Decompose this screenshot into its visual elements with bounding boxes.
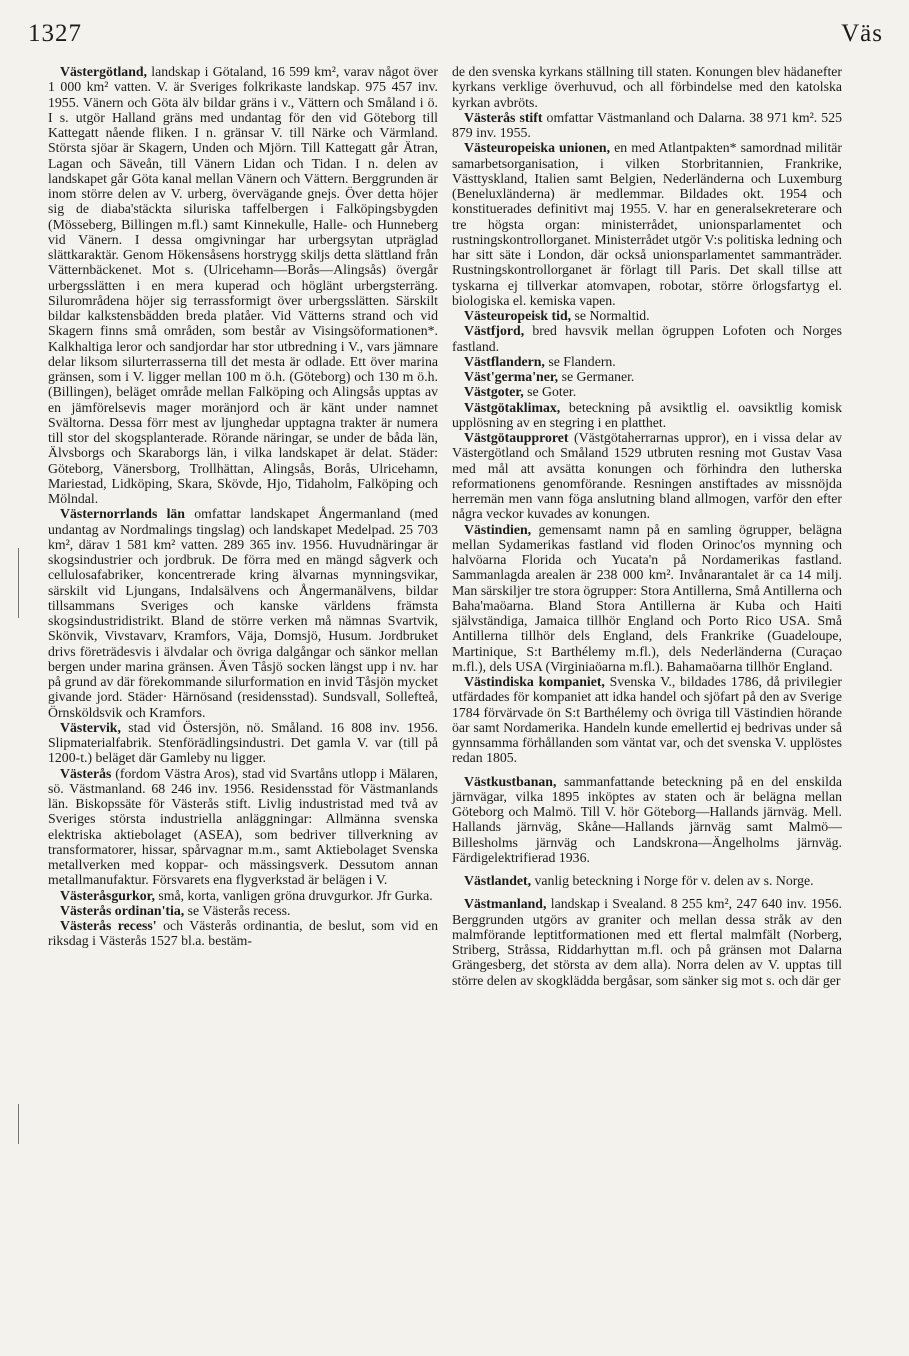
entry-headword: Västeuropeisk tid, <box>464 308 572 323</box>
dictionary-entry <box>48 888 438 903</box>
dictionary-entry <box>452 64 842 110</box>
entry-headword: Västerås <box>60 765 112 781</box>
dictionary-entry <box>452 522 842 675</box>
entry-text: landskap i Götaland, 16 599 km², varav något över 1 000 km² vatten. V. är Sveriges folkrikaste landskap. 975 457 inv. 1955. Vänern och Göta älv bildar gräns i v., Vättern och Småland i ö. I s. utgör Halland gräns med undantag för den vid Göteborg till Kattegatt nående fliken. I n. gränsar V. till Närke och Värmland. Största sjöar är Skagern, Unden och Mjörn. Till Kattegatt går Ätran, Lagan och Säveån, till Vänern Lidan och Tidan. I n. delen av landskapet går Göta kanal mellan Vänern och Vättern. Berggrunden är inom större delen av V. urberg, övervägande gnejs. Över detta höjer sig de diaba'stäckta siluriska taffelbergen i Falköpingsbygden (Mösseberg, Billingen m.fl.) samt Kinnekulle, Halle- och Hunneberg vid Vänern. I dessa omgivningar har urbergsytan utpräglad slättkaraktär. Genom Hökensåsens horstrygg skiljs detta slättland från Vätternbäckenet. Mot s. (Ulricehamn—Borås—Alingsås) övergår urbergsslätten i en mera kuperad och höglänt urbergsterräng. Silurområdena höjer sig terrassformigt över urbergsslätten. Särskilt bildar kalkstensbädden breda platåer. Vid Vätterns strand och vid Skagern finns små områden, som består av Visingsöformationen*. Kalkhaltiga leror och sandjordar har stor utbredning i V., vars jämnare delar liksom silurterrasserna till det mesta är odlade. Ett över marina gränsen, som i V. ligger mellan 100 m ö.h. (Göteborg) och 130 m ö.h. (Billingen), beläget område mellan Falköping och Alingsås upptas av en jämförelsevis mager moränjord och är känt under namnet Svältorna. Dessa förr mest av ljunghedar upptagna trakter är numera till stor del skogsplanterade. Rörande näringar, se under de båda län, Älvsborgs och Skaraborgs län, i vilka landskapet är delat. Städer: Göteborg, Vänersborg, Trollhättan, Alingsås, Borås, Ulricehamn, Mariestad, Lidköping, Skara, Skövde, Hjo, Tidaholm, Falköping och Mölndal. <box>48 64 438 506</box>
entry-headword: Västerås ordinan'tia, <box>60 902 185 918</box>
entry-headword: Västeråsgurkor, <box>60 887 155 903</box>
entry-headword: Västergötland, <box>60 64 147 79</box>
dictionary-entry <box>452 873 842 888</box>
entry-headword: Västervik, <box>60 719 121 735</box>
dictionary-entry <box>452 430 842 522</box>
entry-text: sammanfattande beteckning på en del enskilda järnvägar, vilka 1895 inköptes av staten och är belägna mellan Göteborg och Malmö. Till V. hör Göteborg—Hallands järnväg. Mell. Hallands järnväg, Skåne—Hallands järnväg samt Malmö—Billesholms järnväg och Landskrona—Ängelholms järnväg. Färdigelektrifierad 1936. <box>452 773 842 865</box>
entry-headword: Västgoter, <box>464 384 524 400</box>
entry-text: se Normaltid. <box>571 308 650 323</box>
margin-rule <box>18 1104 19 1144</box>
entry-text: (Västgötaherrarnas uppror), en i vissa delar av Västergötland och Småland 1529 utbruten resning mot Gustav Vasa med mål att avsätta konungen och förhindra den lutherska reformationens genomförande. Resningen anstiftades av missnöjda herremän men vann föga anslutning bland allmogen, varför den efter några veckor kuvades av konungen. <box>452 430 842 522</box>
margin-rule <box>18 548 19 618</box>
entry-text: se Germaner. <box>558 369 635 384</box>
entry-text: vanlig beteckning i Norge för v. delen av s. Norge. <box>531 873 814 888</box>
entry-headword: Västerås stift <box>464 109 543 125</box>
entry-headword: Västeuropeiska unionen, <box>464 140 611 156</box>
entry-text: omfattar Västmanland och Dalarna. 38 971 km². 525 879 inv. 1955. <box>452 109 842 140</box>
dictionary-entry <box>48 720 438 766</box>
entry-headword: Väst'germa'ner, <box>464 369 559 384</box>
entry-headword: Västflandern, <box>464 353 545 369</box>
entry-text: de den svenska kyrkans ställning till staten. Konungen blev hädanefter kyrkans verklige överhuvud, och all förbindelse med den katolska kyrkan avbröts. <box>452 64 842 110</box>
entry-headword: Västindien, <box>464 521 532 537</box>
page-number: 1327 <box>28 20 82 47</box>
entry-text: stad vid Östersjön, nö. Småland. 16 808 inv. 1956. Slipmaterialfabrik. Stenförädlingsindustri. Det gamla V. var (till på 1200-t.) beläget där Gamleby nu ligger. <box>48 719 438 766</box>
entry-text: se Flandern. <box>544 353 616 369</box>
entry-headword: Västernorrlands län <box>60 506 185 522</box>
left-column <box>48 64 438 949</box>
entry-text: se Västerås recess. <box>184 902 291 918</box>
entry-text: bred havsvik mellan ögruppen Lofoten och Norges fastland. <box>452 323 842 354</box>
dictionary-entry <box>452 110 842 141</box>
entry-text: små, korta, vanligen gröna druvgurkor. Jfr Gurka. <box>154 887 433 903</box>
entry-headword: Västgötaklimax, <box>464 399 561 415</box>
entry-text: landskap i Svealand. 8 255 km², 247 640 inv. 1956. Berggrunden utgörs av graniter och mellan dessa stråk av den malmförande leptitformationen med ett flertal malmfält (Norberg, Striberg, Stråssa, Riddarhyttan m.fl. och på gränsen mot Dalarna Grängesberg, det största av dem alla). Norra delen av V. upptas till större delen av skogklädda bergåsar, som sänker sig mot s. och där ger <box>452 896 842 988</box>
entry-text: beteckning på avsiktlig el. oavsiktlig komisk upplösning av en stegring i en platthet. <box>452 399 842 430</box>
dictionary-entry <box>48 766 438 888</box>
dictionary-entry <box>452 400 842 431</box>
entry-text: (fordom Västra Aros), stad vid Svartåns utlopp i Mälaren, sö. Västmanland. 68 246 inv. 1956. Residensstad för Västmanlands län. Biskopssäte för Västerås stift. Livlig industristad med två av Sveriges största industriella anläggningar: Allmänna svenska elektriska aktiebolaget (ASEA), som bedriver tillverkning av transformatorer, hissar, spårvagnar m.m., samt Aktiebolaget Svenska metallverken med koppar- och mässingsverk. Dessutom annan metallmanufaktur. Försvarets ena flygverkstad är belägen i V. <box>48 765 438 888</box>
entry-text: Svenska V., bildades 1786, då privilegier utfärdades för kompaniet att idka handel och sjöfart på den av Sverige 1784 förvärvade ön S:t Barthélemy och övriga till Västindien hörande öar samt Nordamerika. Handeln kunde emellertid ej bedrivas under så gynnsamma förhållanden som väntat var, och det svenska V. upplöstes redan 1805. <box>452 674 842 766</box>
entry-headword: Västlandet, <box>464 873 532 888</box>
dictionary-entry <box>452 140 842 308</box>
entry-text: gemensamt namn på en samling ögrupper, belägna mellan Sydamerikas fastland vid floden Orinoc'os mynning och halvöarna Florida och Yucata'n på Nordamerikas fastland. Sammanlagda arealen är 238 000 km². Invånarantalet är ca 14 milj. Man särskiljer tre stora ögrupper: Stora Antillerna, Små Antillerna och Baha'maöarna. Bland Stora Antillerna är Kuba och Haiti självständiga, Jamaica tillhör England och Porto Rico USA. Små Antillerna tillhör dels England, dels Frankrike (Guadeloupe, Martinique, S:t Barthélemy m.fl.), dels Nederländerna (Curaçao m.fl.), dels USA (Virginiaöarna m.fl.). Bahamaöarna tillhör England. <box>452 521 842 674</box>
right-column <box>452 64 842 988</box>
entry-headword: Västfjord, <box>464 323 525 339</box>
entry-text: en med Atlantpakten* samordnad militär samarbetsorganisation, i vilken Storbritannien, Frankrike, Västtyskland, Italien samt Belgien, Nederländerna och Luxemburg (Beneluxländerna) är medlemmar. Bildades okt. 1954 och konstituerades definitivt maj 1955. V. har en generalsekreterare och tre högsta organ: ministerrådet, unionsparlamentet och rustningskontrollorganet. Ministerrådet utgör V:s politiska ledning och har sitt säte i London, där också unionsparlamentet sammanträder. Rustningskontrollorganet är förlagt till Paris. Det skall tillse att tyskarna ej tillverkar atomvapen, robotar, större örlogsfartyg el. biologiska el. kemiska vapen. <box>452 140 842 308</box>
dictionary-entry <box>452 369 842 384</box>
entry-text: och Västerås ordinantia, de beslut, som vid en riksdag i Västerås 1527 bl.a. bestäm- <box>48 918 438 949</box>
entry-headword: Västkustbanan, <box>464 773 557 789</box>
entry-headword: Västmanland, <box>464 896 547 912</box>
running-head: Väs <box>841 20 883 47</box>
entry-headword: Västerås recess' <box>60 918 157 933</box>
entry-text: se Goter. <box>523 384 577 400</box>
dictionary-entry <box>452 354 842 369</box>
dictionary-entry <box>452 774 842 866</box>
dictionary-entry <box>452 384 842 399</box>
entry-headword: Västgötaupproret <box>464 430 569 445</box>
dictionary-entry <box>452 308 842 323</box>
dictionary-entry <box>48 506 438 720</box>
dictionary-entry <box>48 918 438 949</box>
dictionary-entry <box>452 674 842 766</box>
dictionary-entry <box>452 323 842 354</box>
dictionary-entry <box>48 903 438 918</box>
entry-text: omfattar landskapet Ångermanland (med undantag av Nordmalings tingslag) och landskapet Medelpad. 25 703 km², därav 1 581 km² vatten. 289 365 inv. 1956. Huvudnäringar är skogsindustrier och jordbruk. De förra med en mängd sågverk och cellulosafabriker, koncentrerade kring älvarnas mynningsvikar, särskilt vid Ljungans, Indalsälvens och Ångermanälvens, bildar tillsammans Sveriges och kanske världens främsta skogsindustridistrikt. Bland de större verken må nämnas Svartvik, Skönvik, Vivstavarv, Kramfors, Väja, Domsjö, Husum. Jordbruket drivs företrädesvis i älvdalar och övriga dalgångar och sänkor mellan bergen under marina gränsen. Även Tåsjö socken längst upp i nv. har på grund av där förekommande silurformation en invid Tåsjön mycket givande jord. Städer· Härnösand (residensstad). Sundsvall, Sollefteå, Örnsköldsvik och Kramfors. <box>48 506 438 720</box>
dictionary-entry <box>452 896 842 988</box>
dictionary-entry <box>48 64 438 506</box>
entry-headword: Västindiska kompaniet, <box>464 674 605 689</box>
